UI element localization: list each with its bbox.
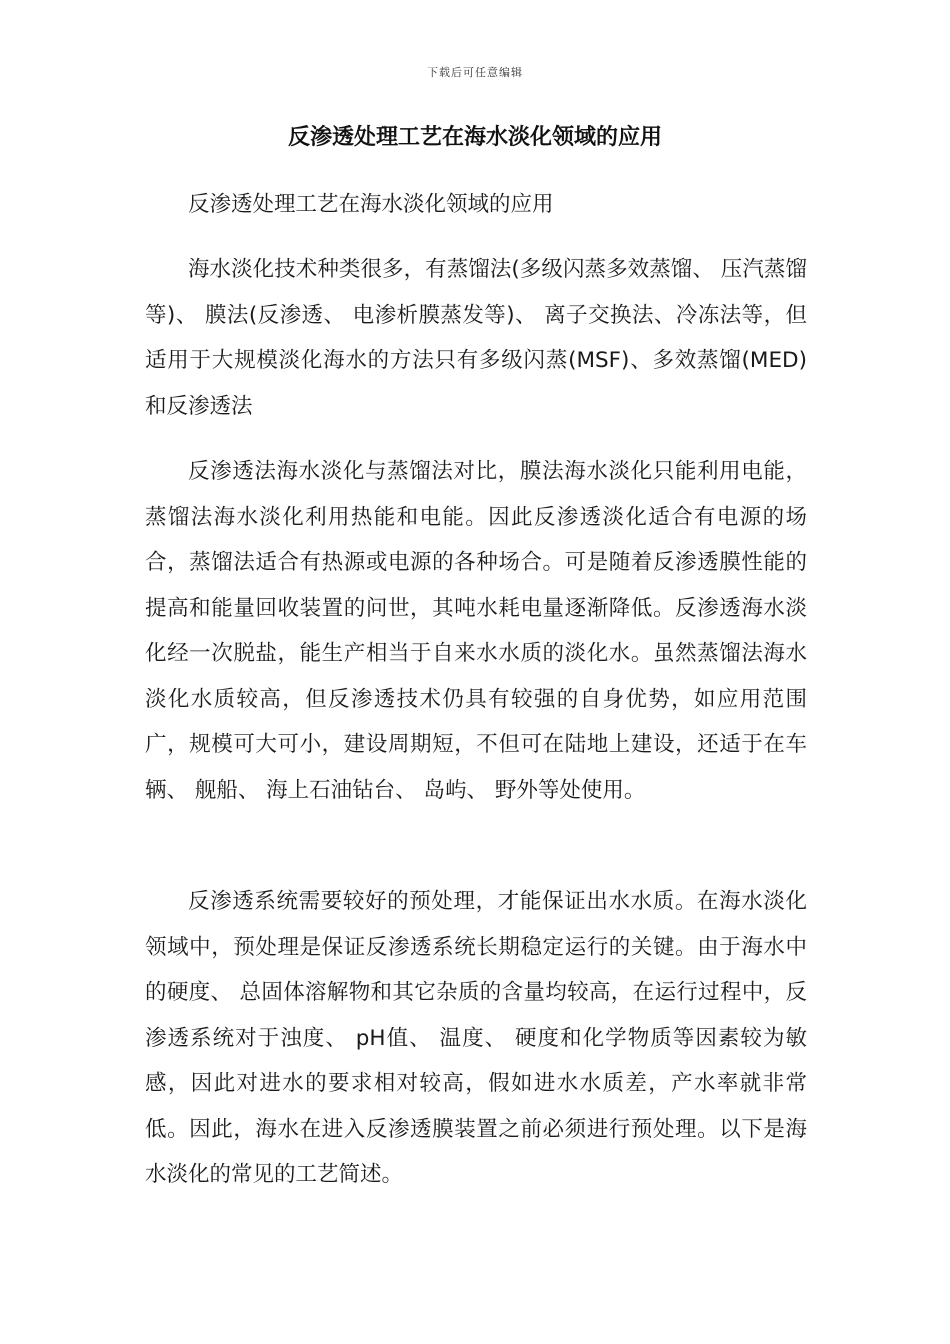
document-subtitle: 反渗透处理工艺在海水淡化领域的应用 [188,192,554,217]
document-title: 反渗透处理工艺在海水淡化领域的应用 [287,125,662,150]
subtitle-block [145,182,807,228]
paragraph-block-2 [145,449,807,813]
paragraph: 海水淡化技术种类很多，有蒸馏法(多级闪蒸多效蒸馏、 压汽蒸馏等)、 膜法(反渗透、 电渗析膜蒸发等)、 离子交换法、冷冻法等，但适用于大规模淡化海水的方法只有多级闪蒸(MSF)、多效蒸馏(MED)和反渗透法 [145,257,807,419]
paragraph-block-1 [145,247,807,429]
paragraph-block-3 [145,879,807,1198]
header-note: 下载后可任意编辑 [427,66,523,79]
paragraph: 反渗透法海水淡化与蒸馏法对比，膜法海水淡化只能利用电能，蒸馏法海水淡化利用热能和电能。因此反渗透淡化适合有电源的场合，蒸馏法适合有热源或电源的各种场合。可是随着反渗透膜性能的提高和能量回收装置的问世，其吨水耗电量逐渐降低。反渗透海水淡化经一次脱盐，能生产相当于自来水水质的淡化水。虽然蒸馏法海水淡化水质较高，但反渗透技术仍具有较强的自身优势，如应用范围广，规模可大可小，建设周期短，不但可在陆地上建设，还适于在车辆、 舰船、 海上石油钻台、 岛屿、 野外等处使用。 [145,459,807,803]
paragraph: 反渗透系统需要较好的预处理，才能保证出水水质。在海水淡化领域中，预处理是保证反渗透系统长期稳定运行的关键。由于海水中的硬度、 总固体溶解物和其它杂质的含量均较高，在运行过程中，反渗透系统对于浊度、 pH值、 温度、 硬度和化学物质等因素较为敏感，因此对进水的要求相对较高，假如进水水质差，产水率就非常低。因此，海水在进入反渗透膜装置之前必须进行预处理。以下是海水淡化的常见的工艺简述。 [145,889,807,1187]
